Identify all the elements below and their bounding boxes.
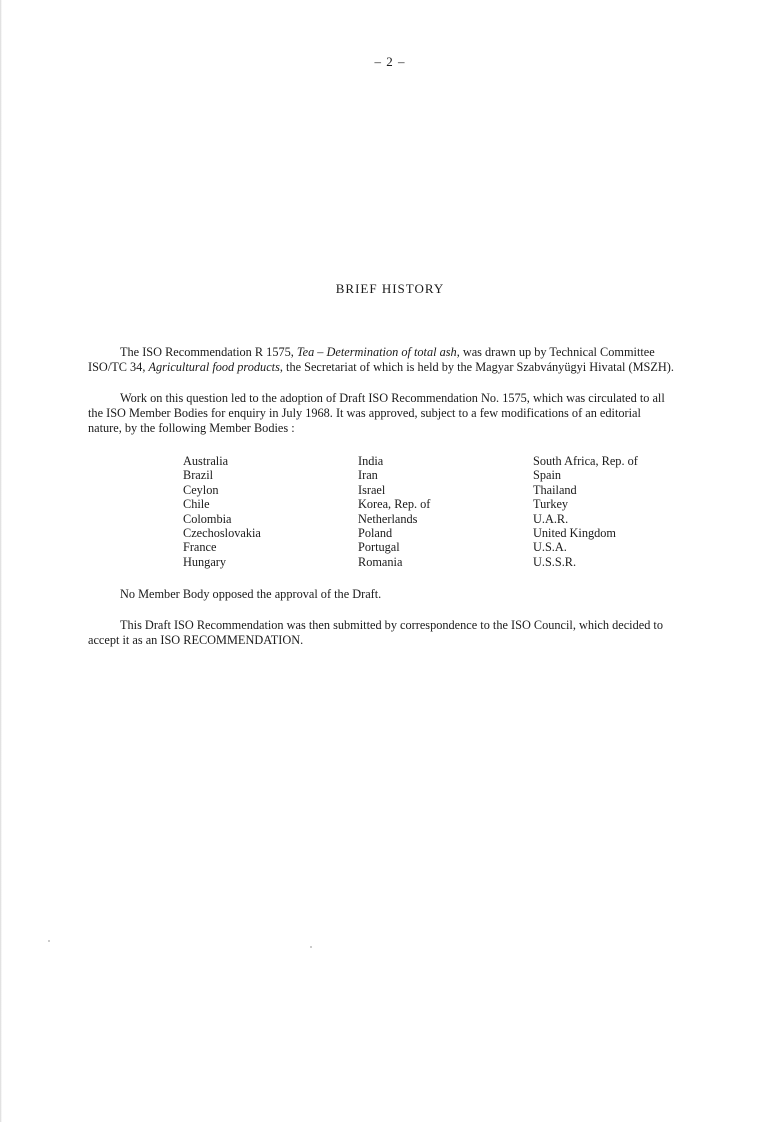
scan-speck xyxy=(48,940,50,942)
member-body: Thailand xyxy=(533,482,577,497)
document-title: Tea – Determination of total ash xyxy=(296,345,457,359)
paragraph-council-line-2: accept it as an ISO RECOMMENDATION. xyxy=(88,633,304,647)
member-body: Iran xyxy=(358,468,378,483)
paragraph-adoption-line-1: Work on this question led to the adoption of Draft ISO Recommendation No. 1575, which was circulated to all xyxy=(120,391,665,405)
member-body: Portugal xyxy=(358,540,400,555)
member-body: U.S.A. xyxy=(533,540,567,555)
member-body: Korea, Rep. of xyxy=(358,497,431,512)
paragraph-origin-line-1: The ISO Recommendation R 1575, Tea – Determination of total ash, was drawn up by Technical Committee xyxy=(120,345,655,359)
member-body: Colombia xyxy=(183,511,232,526)
member-body: India xyxy=(358,454,384,468)
member-body: France xyxy=(183,540,217,555)
paragraph-adoption xyxy=(88,391,716,436)
paragraph-opposition-line-1: No Member Body opposed the approval of the Draft. xyxy=(120,587,382,601)
member-body: Netherlands xyxy=(358,511,418,526)
paragraph-origin xyxy=(88,345,716,375)
member-bodies-column-1 xyxy=(183,454,261,569)
scan-edge xyxy=(0,0,2,1122)
scan-speck xyxy=(310,946,312,948)
paragraph-opposition xyxy=(88,587,716,602)
member-body: Czechoslovakia xyxy=(183,526,261,541)
member-body: U.S.S.R. xyxy=(533,554,577,569)
member-body: Turkey xyxy=(533,497,569,512)
member-body: Israel xyxy=(358,482,386,497)
member-body: Poland xyxy=(358,526,393,541)
paragraph-origin-line-2: ISO/TC 34, Agricultural food products, the Secretariat of which is held by the Magyar Szabványügyi Hivatal (MSZH). xyxy=(88,360,674,374)
member-bodies-column-2 xyxy=(358,454,430,569)
member-body: Australia xyxy=(183,454,229,468)
section-heading: BRIEF HISTORY xyxy=(335,281,445,296)
member-body: Brazil xyxy=(183,468,214,483)
page-number: – 2 – xyxy=(374,54,406,69)
member-body: Chile xyxy=(183,497,210,512)
member-body: Spain xyxy=(533,468,562,483)
member-body: Hungary xyxy=(183,554,227,569)
committee-title: Agricultural food products xyxy=(148,360,280,374)
paragraph-adoption-line-2: the ISO Member Bodies for enquiry in July 1968. It was approved, subject to a few modifications of an editorial xyxy=(88,406,641,420)
member-body: Romania xyxy=(358,554,403,569)
member-body: Ceylon xyxy=(183,482,219,497)
paragraph-council-line-1: This Draft ISO Recommendation was then submitted by correspondence to the ISO Council, which decided to xyxy=(120,618,663,632)
member-body: U.A.R. xyxy=(533,511,569,526)
member-body: South Africa, Rep. of xyxy=(533,454,638,468)
member-body: United Kingdom xyxy=(533,526,616,541)
member-bodies-column-3 xyxy=(533,454,638,569)
paragraph-adoption-line-3: nature, by the following Member Bodies : xyxy=(88,421,295,435)
paragraph-council xyxy=(88,618,716,648)
